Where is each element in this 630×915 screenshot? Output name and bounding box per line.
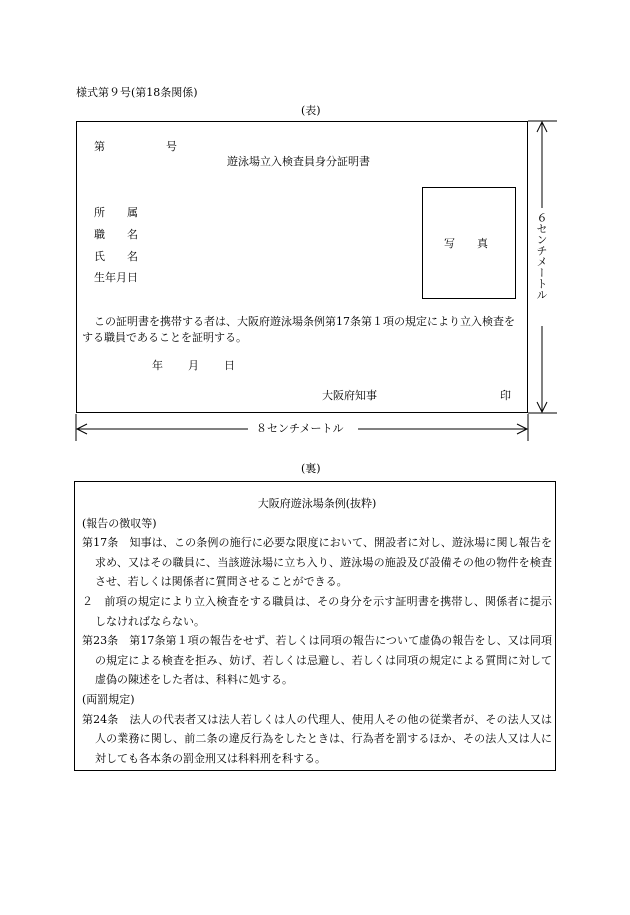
back-title: 大阪府遊泳場条例(抜粋) <box>257 497 377 510</box>
heading-dual-penalty: (両罰規定) <box>82 692 135 706</box>
certification-text: この証明書を携帯する者は、大阪府遊泳場条例第17条第１項の規定により立入検査をする職員であることを証明する。 <box>82 315 515 344</box>
dimension-lines <box>70 108 570 448</box>
article-17: 第17条 知事は、この条例の施行に必要な限度において、開設者に対し、遊泳場に関し報告を求め、又はその職員に、当該遊泳場に立ち入り、遊泳場の施設及び設備その他の物件を検査させ、若しくは関係者に質問させることができる。 <box>82 536 552 589</box>
field-name: 氏 名 <box>94 250 138 263</box>
height-dimension-label: ６センチメートル <box>535 212 548 300</box>
article-24: 第24条 法人の代表者又は法人若しくは人の代理人、使用人その他の従業者が、その法人又は人の業務に関し、前二条の違反行為をしたときは、行為者を罰するほか、その法人又は人に対しても各本条の罰金刑又は科料刑を科する。 <box>82 712 552 765</box>
number-suffix: 号 <box>166 140 177 153</box>
card-title: 遊泳場立入検査員身分証明書 <box>227 155 370 168</box>
number-prefix: 第 <box>94 140 105 153</box>
field-position: 職 名 <box>94 228 138 241</box>
form-label: 様式第９号(第18条関係) <box>76 86 198 99</box>
article-17-paragraph-2: ２ 前項の規定により立入検査をする職員は、その身分を示す証明書を携帯し、関係者に提示しなければならない。 <box>82 594 552 628</box>
back-content <box>82 494 552 768</box>
field-birth-date: 生年月日 <box>94 271 138 284</box>
heading-report-collection: (報告の徴収等) <box>82 516 157 530</box>
width-dimension-label: ８センチメートル <box>256 422 344 435</box>
back-side-label: (裏) <box>301 462 321 475</box>
issuer: 大阪府知事 <box>322 389 377 402</box>
article-23: 第23条 第17条第１項の報告をせず、若しくは同項の報告について虚偽の報告をし、又は同項の規定による検査を拒み、妨げ、若しくは忌避し、若しくは同項の規定による質問に対して虚偽の陳述をした者は、科料に処する。 <box>82 634 552 687</box>
front-side-label: (表) <box>301 104 321 117</box>
field-affiliation: 所 属 <box>94 206 138 219</box>
date-month: 月 <box>188 359 199 372</box>
date-day: 日 <box>224 359 235 372</box>
date-year: 年 <box>152 359 163 372</box>
seal-mark: 印 <box>500 389 511 402</box>
photo-label: 写 真 <box>444 237 488 250</box>
